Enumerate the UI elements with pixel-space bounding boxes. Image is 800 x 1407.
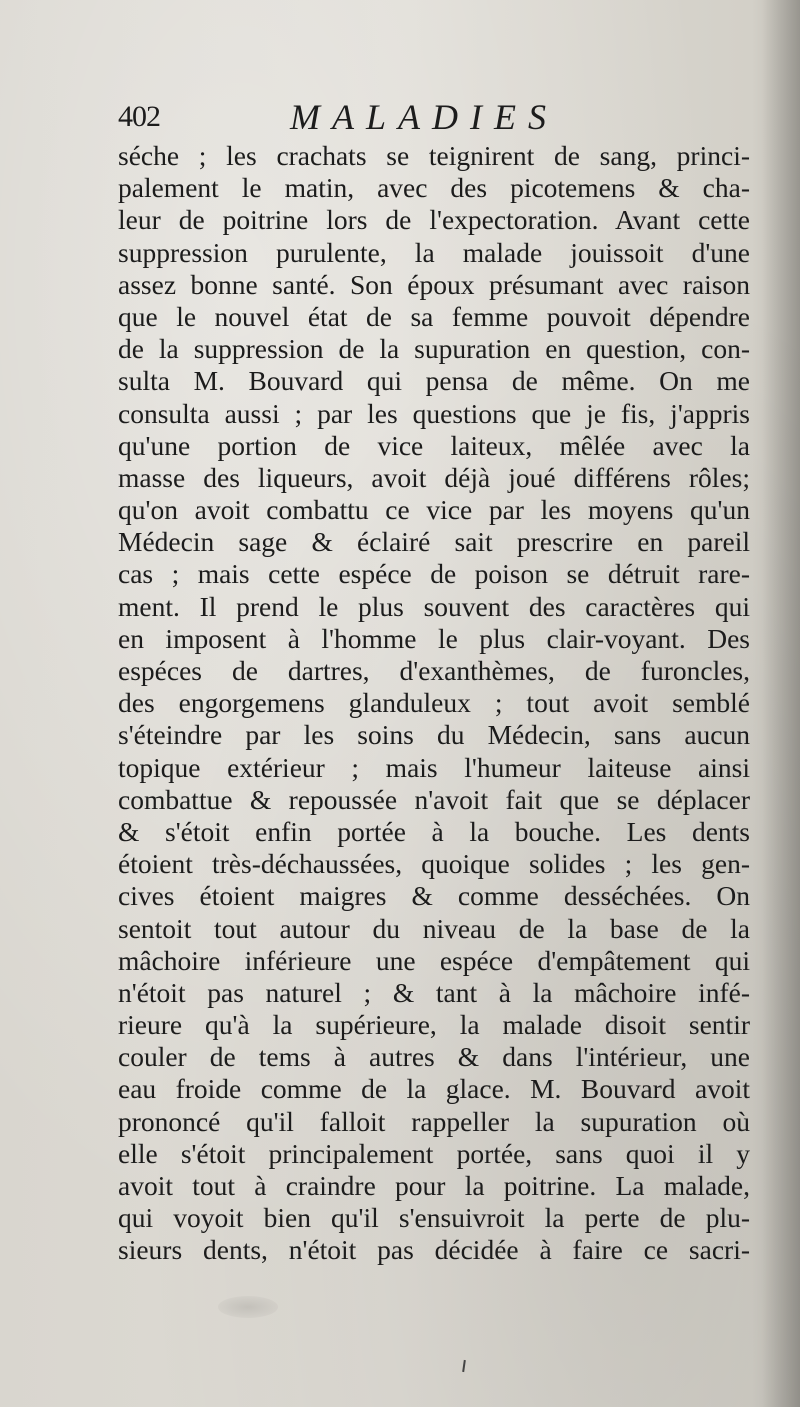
text-line: couler de tems à autres & dans l'intérieur, une bbox=[118, 1041, 750, 1073]
text-line: prononcé qu'il falloit rappeller la supuration où bbox=[118, 1105, 750, 1137]
running-head: MALADIES bbox=[290, 97, 558, 137]
text-line: des engorgemens glanduleux ; tout avoit semblé bbox=[118, 687, 750, 719]
text-line: cives étoient maigres & comme desséchées. On bbox=[118, 880, 750, 912]
text-line: palement le matin, avec des picotemens & cha- bbox=[118, 172, 750, 204]
text-line: n'étoit pas naturel ; & tant à la mâchoire infé- bbox=[118, 976, 750, 1008]
text-line: espéces de dartres, d'exanthèmes, de furoncles, bbox=[118, 655, 750, 686]
text-line: masse des liqueurs, avoit déjà joué différens rôles; bbox=[118, 461, 750, 493]
text-line: sentoit tout autour du niveau de la base de la bbox=[118, 912, 750, 944]
page-header bbox=[118, 96, 758, 136]
page-edge-shadow bbox=[762, 0, 800, 1407]
text-line: & s'étoit enfin portée à la bouche. Les dents bbox=[118, 815, 750, 847]
text-line: ment. Il prend le plus souvent des caractères qui bbox=[118, 590, 750, 622]
text-line: étoient très-déchaussées, quoique solides ; les gen- bbox=[118, 848, 750, 880]
text-line: en imposent à l'homme le plus clair-voyant. Des bbox=[118, 622, 750, 654]
stray-ink-mark bbox=[462, 1360, 466, 1372]
text-line: sulta M. Bouvard qui pensa de même. On me bbox=[118, 365, 750, 397]
text-line: avoit tout à craindre pour la poitrine. La malade, bbox=[118, 1170, 750, 1201]
ink-smudge bbox=[218, 1296, 278, 1318]
text-line: sieurs dents, n'étoit pas décidée à faire ce sacri- bbox=[118, 1234, 750, 1266]
text-line: combattue & repoussée n'avoit fait que se déplacer bbox=[118, 783, 750, 815]
text-line: suppression purulente, la malade jouissoit d'une bbox=[118, 236, 750, 268]
text-line: consulta aussi ; par les questions que je fis, j'appris bbox=[118, 397, 750, 429]
text-line: que le nouvel état de sa femme pouvoit dépendre bbox=[118, 300, 750, 332]
text-line: elle s'étoit principalement portée, sans quoi il y bbox=[118, 1137, 750, 1169]
body-text bbox=[118, 140, 750, 1267]
text-line: mâchoire inférieure une espéce d'empâtement qui bbox=[118, 944, 750, 976]
text-line: cas ; mais cette espéce de poison se détruit rare- bbox=[118, 558, 750, 590]
text-line: séche ; les crachats se teignirent de sang, princi- bbox=[118, 140, 750, 171]
text-line: de la suppression de la supuration en question, con- bbox=[118, 333, 750, 365]
text-line: rieure qu'à la supérieure, la malade disoit sentir bbox=[118, 1009, 750, 1041]
text-line: qu'une portion de vice laiteux, mêlée avec la bbox=[118, 429, 750, 461]
page-number: 402 bbox=[118, 100, 160, 133]
text-line: qu'on avoit combattu ce vice par les moyens qu'un bbox=[118, 494, 750, 526]
text-line: Médecin sage & éclairé sait prescrire en pareil bbox=[118, 526, 750, 558]
text-line: assez bonne santé. Son époux présumant avec raison bbox=[118, 268, 750, 300]
text-line: eau froide comme de la glace. M. Bouvard avoit bbox=[118, 1073, 750, 1105]
text-line: leur de poitrine lors de l'expectoration. Avant cette bbox=[118, 204, 750, 236]
text-line: qui voyoit bien qu'il s'ensuivroit la perte de plu- bbox=[118, 1202, 750, 1234]
text-line: topique extérieur ; mais l'humeur laiteuse ainsi bbox=[118, 751, 750, 783]
text-line: s'éteindre par les soins du Médecin, sans aucun bbox=[118, 719, 750, 751]
